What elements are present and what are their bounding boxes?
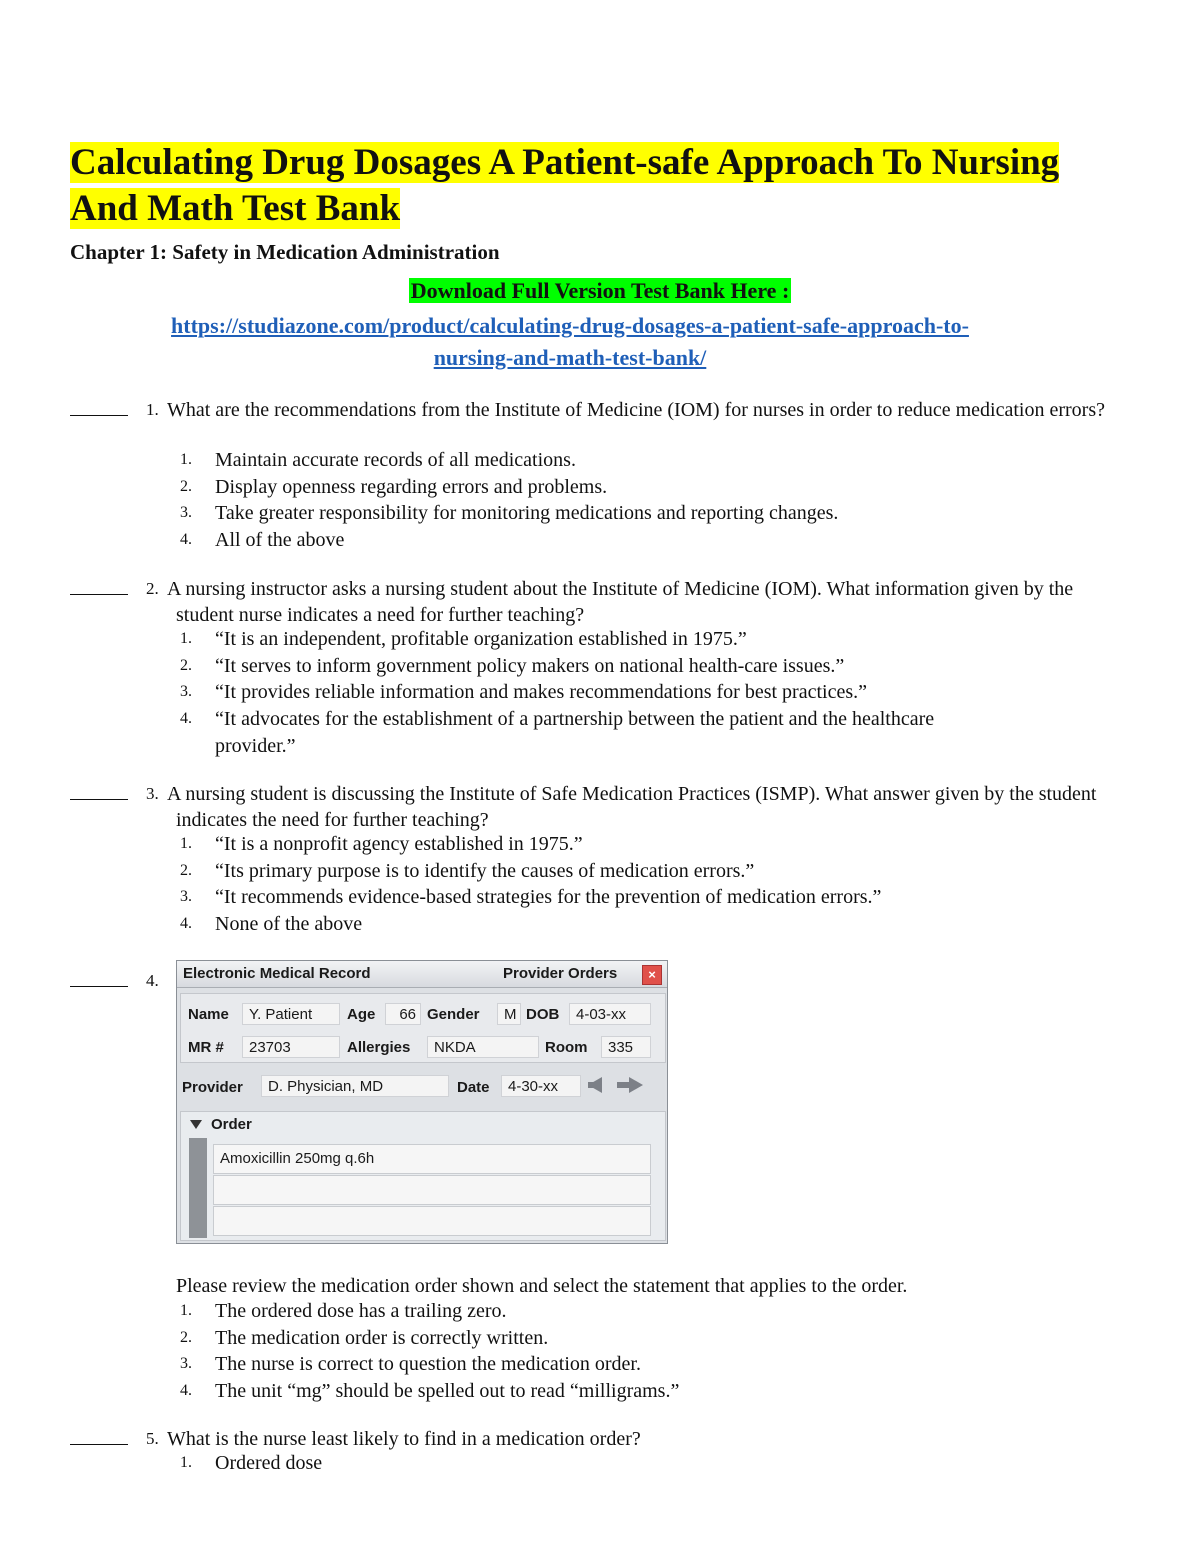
arrow-left-icon [588, 1077, 602, 1093]
title-line-2: And Math Test Bank [70, 188, 401, 229]
option: 1. “It is a nonprofit agency established in 1975.” [180, 833, 583, 855]
question-number: 3. [146, 784, 159, 803]
option: 1. Ordered dose [180, 1452, 323, 1474]
name-field: Y. Patient [242, 1003, 340, 1025]
order-row [213, 1175, 651, 1205]
option-list [180, 831, 1015, 938]
question-text: Please review the medication order shown and select the statement that applies to the order. [176, 1275, 908, 1297]
name-label: Name [188, 1006, 229, 1023]
question-text: A nursing instructor asks a nursing student about the Institute of Medicine (IOM). What information given by the student nurse indicates a need for further teaching? [167, 578, 1074, 626]
option: 4. The unit “mg” should be spelled out to read “milligrams.” [180, 1380, 680, 1403]
chevron-down-icon [190, 1120, 202, 1129]
answer-blank [70, 594, 128, 595]
mr-field: 23703 [242, 1036, 340, 1058]
dob-field: 4-03-xx [569, 1003, 651, 1025]
answer-blank [70, 415, 128, 416]
question-text: What are the recommendations from the Institute of Medicine (IOM) for nurses in order to reduce medication errors? [167, 399, 1105, 421]
option: 2. “Its primary purpose is to identify the causes of medication errors.” [180, 859, 755, 882]
answer-blank [70, 986, 128, 987]
option: 4. None of the above [180, 913, 363, 936]
option: 3. “It recommends evidence-based strategies for the prevention of medication errors.” [180, 886, 882, 909]
mr-label: MR # [188, 1039, 224, 1056]
document-title [70, 140, 1150, 232]
download-link[interactable] [70, 310, 1070, 374]
option-list [180, 626, 1015, 760]
age-field: 66 [385, 1003, 421, 1025]
question-text: A nursing student is discussing the Institute of Safe Medication Practices (ISMP). What answer given by the student indicates the need for further teaching? [167, 783, 1097, 831]
question-number: 5. [146, 1429, 159, 1448]
question-number: 4. [146, 971, 159, 990]
close-icon: × [642, 965, 662, 985]
option: 4. All of the above [180, 529, 345, 552]
option-list [180, 447, 1015, 554]
emr-header [177, 961, 667, 988]
dob-label: DOB [526, 1006, 560, 1023]
title-line-1: Calculating Drug Dosages A Patient-safe Approach To Nursing [70, 142, 1060, 183]
option: 1. “It is an independent, profitable organization established in 1975.” [180, 628, 747, 650]
option: 3. “It provides reliable information and makes recommendations for best practices.” [180, 681, 867, 704]
order-row [213, 1206, 651, 1236]
order-panel [180, 1111, 666, 1241]
download-banner [0, 278, 1200, 304]
option: 1. The ordered dose has a trailing zero. [180, 1300, 507, 1322]
date-field: 4-30-xx [501, 1075, 581, 1097]
option: 1. Maintain accurate records of all medications. [180, 449, 576, 471]
gender-field: M [497, 1003, 521, 1025]
provider-label: Provider [182, 1079, 243, 1096]
room-label: Room [545, 1039, 588, 1056]
download-link-line-1[interactable]: https://studiazone.com/product/calculating-drug-dosages-a-patient-safe-approach-to- [171, 313, 969, 338]
option-list [180, 1450, 1015, 1477]
option: 3. Take greater responsibility for monitoring medications and reporting changes. [180, 502, 839, 525]
download-link-line-2[interactable]: nursing-and-math-test-bank/ [433, 345, 707, 370]
age-label: Age [347, 1006, 376, 1023]
arrow-right-icon [629, 1077, 643, 1093]
order-sidebar [189, 1138, 207, 1238]
option: 2. “It serves to inform government policy makers on national health-care issues.” [180, 654, 845, 677]
option: 2. Display openness regarding errors and problems. [180, 475, 608, 498]
answer-blank [70, 799, 128, 800]
emr-section: Provider Orders [503, 965, 618, 982]
option: 2. The medication order is correctly written. [180, 1326, 549, 1349]
option: 4. “It advocates for the establishment of a partnership between the patient and the healthcare provider.” [180, 708, 935, 757]
gender-label: Gender [427, 1006, 480, 1023]
chapter-heading: Chapter 1: Safety in Medication Administration [70, 240, 500, 264]
allergies-label: Allergies [347, 1039, 411, 1056]
date-label: Date [457, 1079, 490, 1096]
room-field: 335 [601, 1036, 651, 1058]
question-number: 2. [146, 579, 159, 598]
order-label: Order [211, 1116, 252, 1133]
question-number: 1. [146, 400, 159, 419]
option: 3. The nurse is correct to question the medication order. [180, 1353, 641, 1376]
question-text: What is the nurse least likely to find in a medication order? [167, 1428, 641, 1450]
emr-screenshot [176, 960, 668, 1244]
emr-title: Electronic Medical Record [183, 965, 371, 982]
provider-field: D. Physician, MD [261, 1075, 449, 1097]
order-row: Amoxicillin 250mg q.6h [213, 1144, 651, 1174]
option-list [180, 1298, 1015, 1405]
download-label: Download Full Version Test Bank Here : [410, 278, 790, 303]
answer-blank [70, 1444, 128, 1445]
allergies-field: NKDA [427, 1036, 539, 1058]
